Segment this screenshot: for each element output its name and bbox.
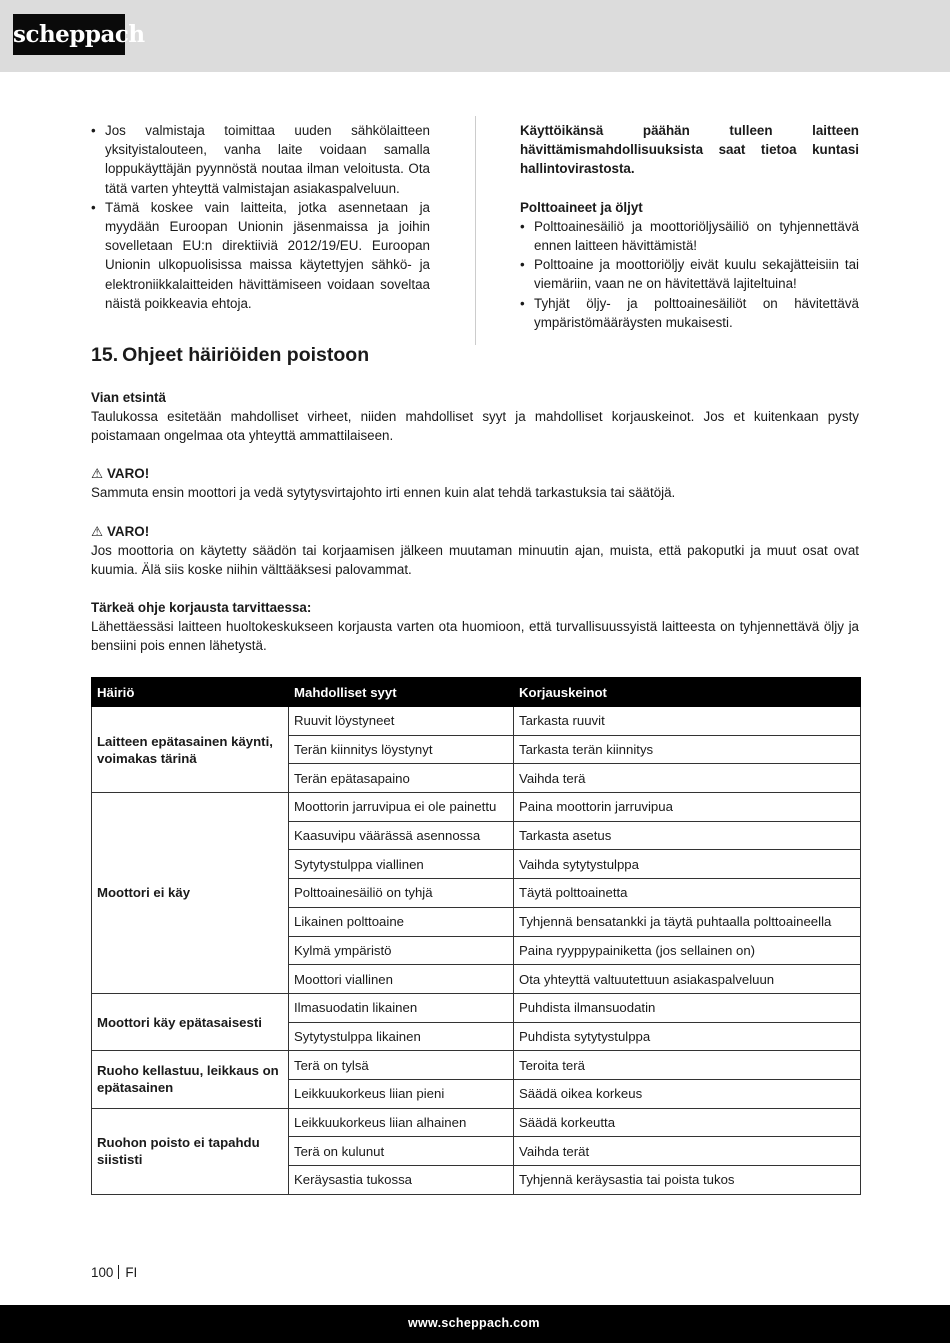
cause-cell: Moottori viallinen	[289, 965, 514, 994]
cause-cell: Kaasuvipu väärässä asennossa	[289, 821, 514, 850]
section-title-text: Ohjeet häiriöiden poistoon	[122, 344, 370, 366]
remedy-cell: Tyhjennä keräysastia tai poista tukos	[514, 1166, 861, 1195]
cause-cell: Terän kiinnitys löystynyt	[289, 735, 514, 764]
right-column	[520, 121, 859, 332]
list-item: • Tyhjät öljy- ja polttoainesäiliöt on hävitettävä ympäristömääräysten mukaisesti.	[520, 294, 859, 332]
cause-cell: Polttoainesäiliö on tyhjä	[289, 879, 514, 908]
fuels-bullet-list	[520, 217, 859, 332]
list-item: • Polttoainesäiliö ja moottoriöljysäiliö on tyhjennettävä ennen laitteen hävittämistä!	[520, 217, 859, 255]
cause-cell: Likainen polttoaine	[289, 907, 514, 936]
remedy-cell: Tyhjennä bensatankki ja täytä puhtaalla polttoaineella	[514, 907, 861, 936]
troubleshoot-heading: Vian etsintä	[91, 390, 166, 405]
column-header: Mahdolliset syyt	[289, 678, 514, 707]
remedy-cell: Säädä korkeutta	[514, 1108, 861, 1137]
troubleshooting-table	[91, 677, 861, 1195]
fault-cell: Moottori ei käy	[92, 793, 289, 994]
disposal-info-bold: Käyttöikänsä päähän tulleen laitteen hävittämismahdollisuuksista saat tietoa kuntasi hallintovirastosta.	[520, 123, 859, 177]
remedy-cell: Puhdista ilmansuodatin	[514, 993, 861, 1022]
remedy-cell: Vaihda terät	[514, 1137, 861, 1166]
remedy-cell: Teroita terä	[514, 1051, 861, 1080]
section-title	[91, 344, 369, 367]
page-number: 100	[91, 1265, 114, 1280]
remedy-cell: Tarkasta ruuvit	[514, 707, 861, 736]
left-column	[91, 121, 430, 313]
website-link[interactable]: www.scheppach.com	[408, 1316, 540, 1330]
cause-cell: Leikkuukorkeus liian alhainen	[289, 1108, 514, 1137]
warning-triangle-icon: ⚠	[91, 466, 104, 481]
cause-cell: Sytytystulppa likainen	[289, 1022, 514, 1051]
column-header: Korjauskeinot	[514, 678, 861, 707]
fault-cell: Ruoho kellastuu, leikkaus on epätasainen	[92, 1051, 289, 1108]
page-header	[0, 0, 950, 72]
table-row	[92, 1051, 861, 1080]
remedy-cell: Puhdista sytytystulppa	[514, 1022, 861, 1051]
remedy-cell: Paina moottorin jarruvipua	[514, 793, 861, 822]
remedy-cell: Tarkasta asetus	[514, 821, 861, 850]
list-item: • Polttoaine ja moottoriöljy eivät kuulu sekajätteisiin tai viemäriin, vaan ne on hävitettävä lajiteltuina!	[520, 255, 859, 293]
table-row	[92, 993, 861, 1022]
remedy-cell: Vaihda sytytystulppa	[514, 850, 861, 879]
warning-label: VARO!	[107, 524, 150, 539]
troubleshoot-block	[91, 388, 859, 446]
footer-bar	[0, 1305, 950, 1343]
cause-cell: Ilmasuodatin likainen	[289, 993, 514, 1022]
warning-triangle-icon: ⚠	[91, 524, 104, 539]
cause-cell: Terä on kulunut	[289, 1137, 514, 1166]
warning-label: VARO!	[107, 466, 150, 481]
repair-text: Lähettäessäsi laitteen huoltokeskukseen korjausta varten ota huomioon, että turvallisuussyistä laitteesta on tyhjennettävä öljy ja bensiini pois ennen lähetystä.	[91, 619, 859, 654]
fault-cell: Moottori käy epätasaisesti	[92, 993, 289, 1050]
cause-cell: Terä on tylsä	[289, 1051, 514, 1080]
cause-cell: Kylmä ympäristö	[289, 936, 514, 965]
remedy-cell: Täytä polttoainetta	[514, 879, 861, 908]
cause-cell: Moottorin jarruvipua ei ole painettu	[289, 793, 514, 822]
list-item: • Tämä koskee vain laitteita, jotka asennetaan ja myydään Euroopan Unionin jäsenmaissa ja joihin sovelletaan EU:n direktiiviä 2012/19/EU. Euroopan Unionin ulkopuolisissa maissa käytettyjen sähkö- ja elektroniikkalaitteiden hävittämiseen voidaan soveltaa näistä poikkeavia ehtoja.	[91, 198, 430, 313]
section-number: 15.	[91, 344, 119, 366]
page-footer-number	[91, 1265, 137, 1280]
warning-block-2	[91, 522, 859, 580]
repair-block	[91, 598, 859, 656]
separator	[118, 1265, 119, 1279]
column-header: Häiriö	[92, 678, 289, 707]
table-row	[92, 1108, 861, 1137]
warning-text: Jos moottoria on käytetty säädön tai korjaamisen jälkeen muutaman minuutin ajan, muista, että pakoputki ja muut osat ovat kuumia. Älä siis koske niihin välttääksesi palovammat.	[91, 543, 859, 578]
table-row	[92, 707, 861, 736]
remedy-cell: Vaihda terä	[514, 764, 861, 793]
table-row	[92, 793, 861, 822]
cause-cell: Leikkuukorkeus liian pieni	[289, 1079, 514, 1108]
language-code: FI	[125, 1265, 138, 1280]
cause-cell: Ruuvit löystyneet	[289, 707, 514, 736]
column-divider	[475, 116, 476, 345]
fault-cell: Ruohon poisto ei tapahdu siististi	[92, 1108, 289, 1194]
cause-cell: Sytytystulppa viallinen	[289, 850, 514, 879]
repair-heading: Tärkeä ohje korjausta tarvittaessa:	[91, 600, 312, 615]
remedy-cell: Tarkasta terän kiinnitys	[514, 735, 861, 764]
cause-cell: Keräysastia tukossa	[289, 1166, 514, 1195]
table-header-row	[92, 678, 861, 707]
fuels-heading: Polttoaineet ja öljyt	[520, 199, 643, 215]
scheppach-logo: scheppach	[13, 14, 125, 55]
cause-cell: Terän epätasapaino	[289, 764, 514, 793]
fault-cell: Laitteen epätasainen käynti, voimakas tärinä	[92, 707, 289, 793]
warning-block-1	[91, 464, 859, 502]
troubleshoot-text: Taulukossa esitetään mahdolliset virheet, niiden mahdolliset syyt ja mahdolliset korjauskeinot. Jos et kuitenkaan pysty poistamaan ongelmaa ota yhteyttä ammattilaiseen.	[91, 409, 859, 444]
list-item: • Jos valmistaja toimittaa uuden sähkölaitteen yksityistalouteen, vanha laite voidaan samalla loppukäyttäjän pyynnöstä noutaa ilman veloitusta. Ota tätä varten yhteyttä valmistajan asiakaspalveluun.	[91, 121, 430, 198]
remedy-cell: Ota yhteyttä valtuutettuun asiakaspalveluun	[514, 965, 861, 994]
remedy-cell: Säädä oikea korkeus	[514, 1079, 861, 1108]
remedy-cell: Paina ryyppypainiketta (jos sellainen on)	[514, 936, 861, 965]
warning-text: Sammuta ensin moottori ja vedä sytytysvirtajohto irti ennen kuin alat tehdä tarkastuksia tai säätöjä.	[91, 485, 676, 501]
disposal-bullet-list	[91, 121, 430, 313]
